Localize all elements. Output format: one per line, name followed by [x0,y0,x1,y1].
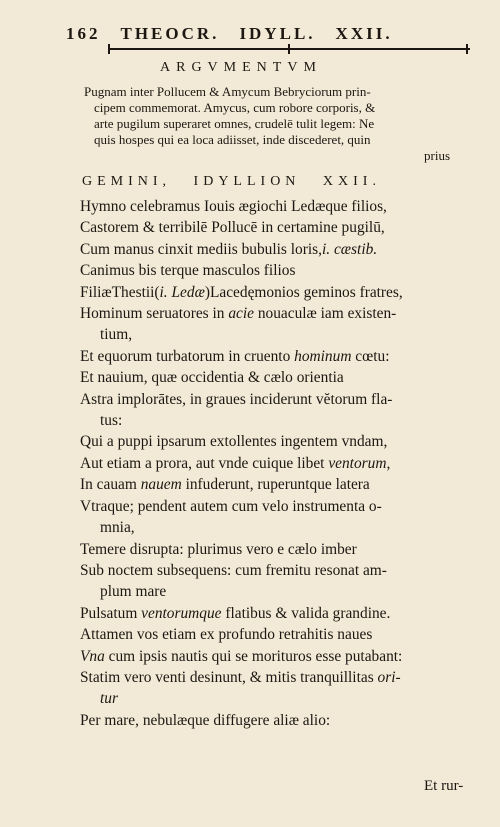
poem-line [80,667,475,688]
argument-text [84,84,470,164]
poem-line [80,710,475,731]
poem-line [80,496,475,517]
poem-line [80,474,475,495]
header-rule [108,48,470,50]
running-idyll-number: XXII. [335,24,393,43]
poem-line [80,260,475,281]
poem-line-text: In cauam [80,476,141,494]
poem-line-text: Hominum seruatores in [80,305,229,323]
poem-line-text: FiliæThestii( [80,283,160,301]
poem-line [80,517,475,538]
poem-line [80,453,475,474]
poem-line-text: Qui a puppi ipsarum extollentes ingentem vndam, [80,433,388,451]
catchword: Et rur- [424,778,464,794]
argument-line: prius [424,148,450,163]
poem-line-text: Vtraque; pendent autem cum velo instrumenta o- [80,497,382,515]
poem-line-text: Attamen vos etiam ex profundo retrahitis naues [80,626,373,644]
poem-gloss: i. cæstib. [321,240,378,258]
poem-line-text-after: )Lacedęmonios geminos fratres, [204,283,403,301]
poem-line [80,603,475,624]
poem-line-text-after: flatibus & valida grandine. [221,604,391,622]
poem-line-text: Aut etiam a prora, aut vnde cuique libet [80,454,329,472]
poem-line [80,646,475,667]
poem-line [80,560,475,581]
argument-title: ARGVMENTVM [160,60,322,75]
running-idyll: IDYLL. [239,24,316,43]
poem-line-text: Et equorum turbatorum in cruento [80,347,295,365]
poem-line-text: tus: [100,412,123,430]
rule-tick [288,44,290,54]
poem-line [80,688,475,709]
poem-line [80,303,475,324]
poem-line [80,389,475,410]
poem-line [80,431,475,452]
argument-line: cipem commemorat. Amycus, cum robore corporis, & [94,100,376,115]
page-number: 162 [66,24,101,43]
poem-gloss: ori- [377,668,401,686]
poem-line-text: Statim vero venti desinunt, & mitis tranquillitas [80,668,378,686]
poem-line-text: Temere disrupta: plurimus vero e cælo imber [80,540,357,558]
poem-gloss: acie [228,305,254,323]
poem-line-text: Pulsatum [80,604,142,622]
poem-line [80,196,475,217]
poem-gloss: ventorum, [328,454,391,472]
poem-line-text: mnia, [100,519,135,537]
poem-line [80,346,475,367]
argument-line: quis hospes qui ea loca adiisset, inde discederet, quin [94,132,371,147]
poem-line [80,239,475,260]
poem-line-text: tium, [100,326,133,344]
poem-line-text-after: nouaculæ iam existen- [253,305,397,323]
rule-tick [108,44,110,54]
poem-gloss: tur [100,690,118,708]
poem-gloss: nauem [140,476,182,494]
poem-line [80,282,475,303]
poem-line-text: Canimus bis terque masculos filios [80,262,296,280]
poem-gloss: hominum [294,347,352,365]
poem-gloss: ventorumque [141,604,222,622]
poem-line-text-after: cœtu: [351,347,390,365]
poem-title: GEMINI, IDYLLION XXII. [82,174,381,189]
poem-line-text: Hymno celebramus Iouis ægiochi Ledæque filios, [80,198,387,215]
argument-line: Pugnam inter Pollucem & Amycum Bebryciorum prin- [84,84,371,99]
poem-line-text: Per mare, nebulæque diffugere aliæ alio: [80,711,331,729]
running-title: THEOCR. [120,24,220,43]
poem-line-text: plum mare [100,583,167,601]
rule-tick [466,44,468,54]
poem-line-text: Sub noctem subsequens: cum fremitu resonat am- [80,561,387,579]
poem-line [80,581,475,602]
poem-gloss: i. Ledæ [159,283,205,301]
poem-line [80,367,475,388]
argument-line: arte pugilum superaret omnes, crudelē tulit legem: Ne [94,116,375,131]
poem-gloss: Vna [80,647,105,665]
poem-line [80,624,475,645]
poem-line-text-after: infuderunt, ruperuntque latera [181,476,370,494]
running-head [66,24,471,44]
poem-line-text: Et nauium, quæ occidentia & cælo orientia [80,369,344,387]
poem-line-text-after: cum ipsis nautis qui se morituros esse putabant: [104,647,403,665]
poem-line-text: Astra implorātes, in graues inciderunt vĕtorum fla- [80,390,393,408]
poem-text [80,196,475,731]
poem-line [80,410,475,431]
poem-line [80,539,475,560]
poem-line-text: Cum manus cinxit mediis bubulis loris, [80,240,322,258]
poem-line [80,217,475,238]
poem-line-text: Castorem & terribilē Pollucē in certamine pugilū, [80,219,385,237]
poem-line [80,324,475,345]
